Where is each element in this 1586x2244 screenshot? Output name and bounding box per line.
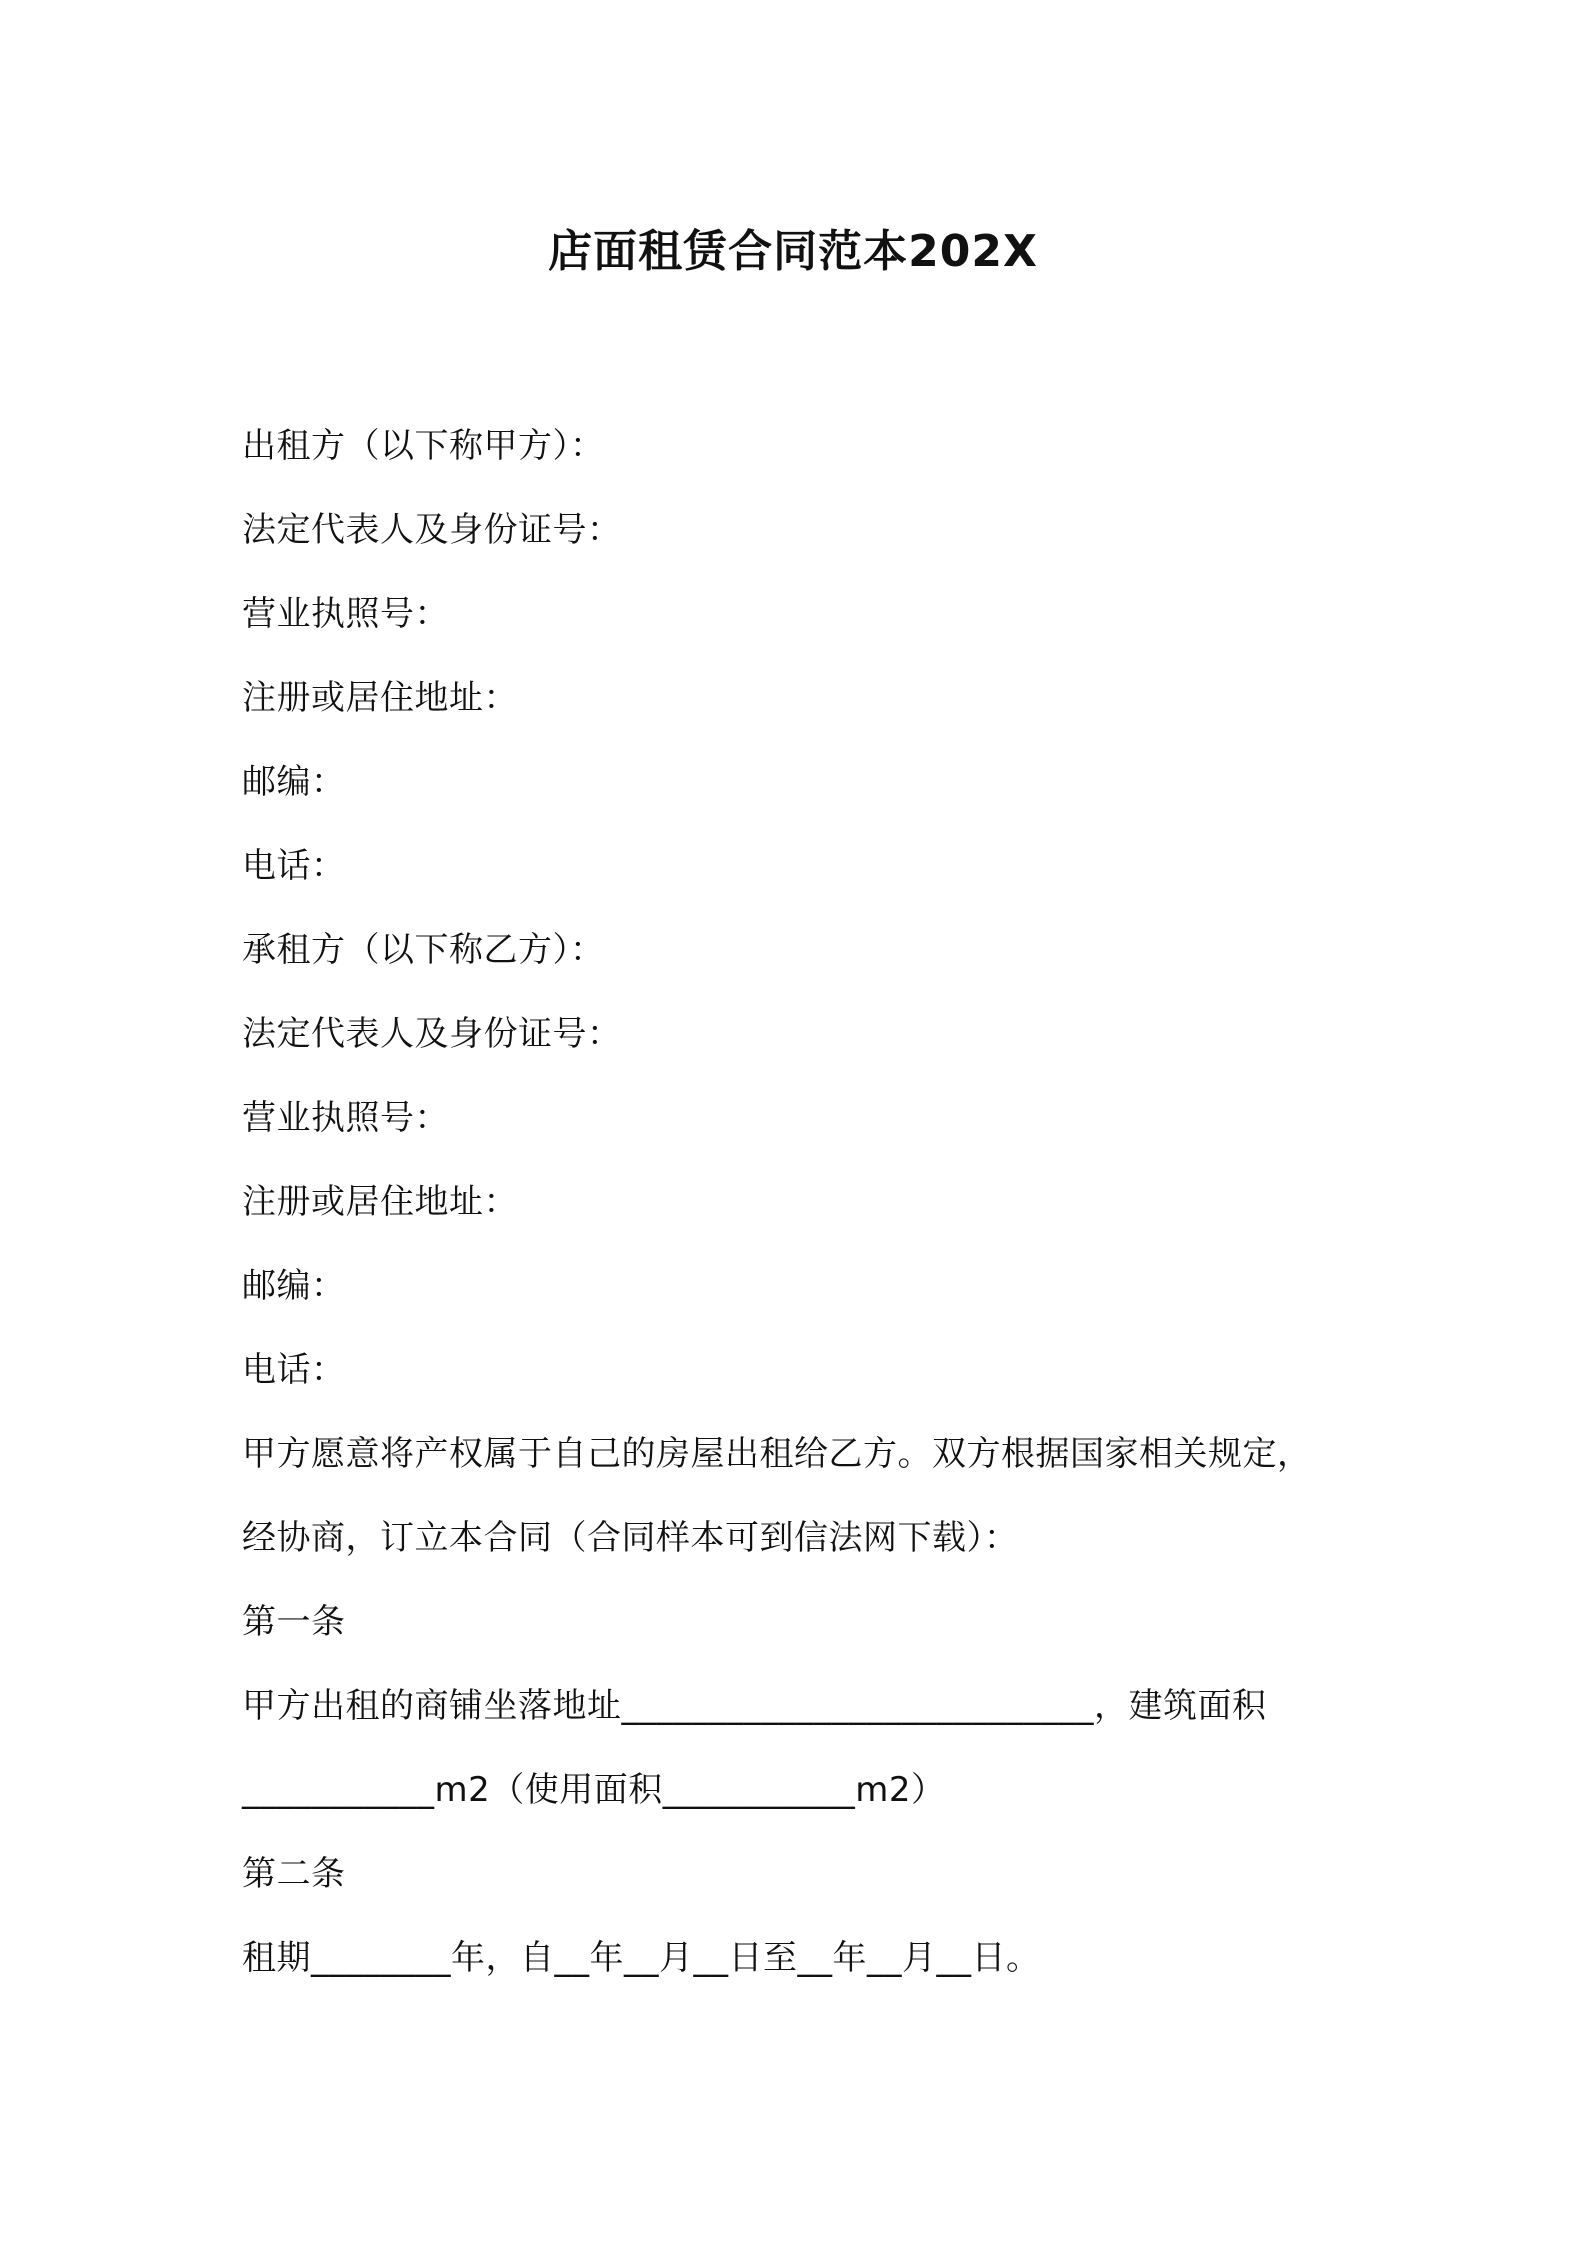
lessor-legal-rep-line: 法定代表人及身份证号： xyxy=(242,510,622,550)
lessor-address-line: 注册或居住地址： xyxy=(242,678,518,718)
article-2-line-1: 租期________年，自__年__月__日至__年__月__日。 xyxy=(242,1938,1041,1978)
lessee-legal-rep-line: 法定代表人及身份证号： xyxy=(242,1014,622,1054)
preamble-line-2: 经协商，订立本合同（合同样本可到信法网下载）： xyxy=(242,1518,1019,1558)
lessee-address-line: 注册或居住地址： xyxy=(242,1182,518,1222)
preamble-line-1: 甲方愿意将产权属于自己的房屋出租给乙方。双方根据国家相关规定， xyxy=(242,1434,1312,1474)
article-1-line-1: 甲方出租的商铺坐落地址___________________________，建筑面积 xyxy=(242,1686,1267,1726)
article-1-line-2: ___________m2（使用面积___________m2） xyxy=(242,1770,946,1810)
lessee-line: 承租方（以下称乙方）： xyxy=(242,930,605,970)
lessor-license-line: 营业执照号： xyxy=(242,594,449,634)
document-body xyxy=(242,404,1392,2000)
lessor-postcode-line: 邮编： xyxy=(242,762,346,802)
lessee-postcode-line: 邮编： xyxy=(242,1266,346,1306)
document-title: 店面租赁合同范本202X xyxy=(548,226,1038,277)
lessee-license-line: 营业执照号： xyxy=(242,1098,449,1138)
lessor-line: 出租方（以下称甲方）： xyxy=(242,426,605,466)
lessee-phone-line: 电话： xyxy=(242,1350,346,1390)
article-1-heading: 第一条 xyxy=(242,1602,346,1642)
lessor-phone-line: 电话： xyxy=(242,846,346,886)
article-2-heading: 第二条 xyxy=(242,1854,346,1894)
